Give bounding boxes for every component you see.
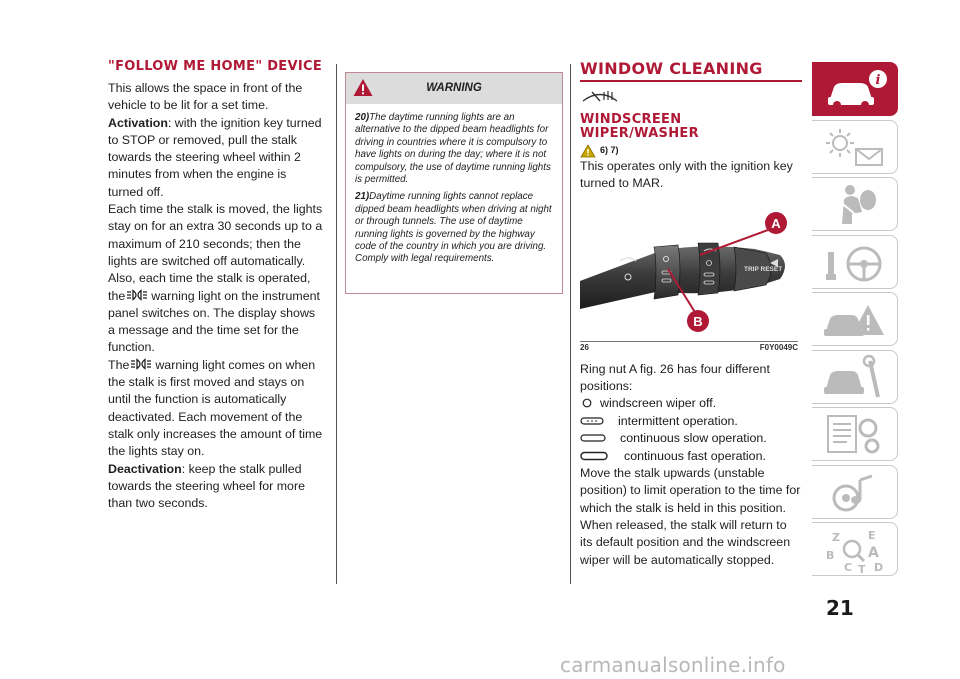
- car-info-icon: [822, 67, 888, 113]
- column-divider-right: [570, 64, 571, 584]
- subheading-wiper-washer: WINDSCREEN WIPER/WASHER: [580, 112, 699, 141]
- follow-me-home-warning-light-icon: [125, 289, 151, 301]
- svg-text:Z: Z: [832, 531, 840, 544]
- wiper-intro: This operates only with the ignition key turned to MAR.: [580, 159, 793, 191]
- follow-me-home-body: [108, 80, 324, 512]
- position-off: [580, 395, 802, 413]
- svg-text:B: B: [826, 549, 835, 562]
- position-text: intermittent operation.: [618, 413, 738, 428]
- section-heading-window-cleaning: WINDOW CLEANING: [580, 59, 763, 78]
- safety-airbag-icon: [822, 182, 888, 228]
- each-time-paragraph: Each time the stalk is moved, the lights stay on for an extra 30 seconds up to a maximum of 210 seconds; then the lights are switched off automatically.: [108, 202, 323, 268]
- the-pre-text: The: [108, 357, 130, 372]
- figure-code: F0Y0049C: [759, 342, 798, 352]
- ring-intro: Ring nut A fig. 26 has four different positions:: [580, 361, 770, 393]
- warning-item: [355, 191, 555, 265]
- figure-number: 26: [580, 342, 589, 352]
- svg-text:T: T: [858, 563, 866, 573]
- tab-multimedia[interactable]: [812, 465, 898, 519]
- also-pre-text: Also, each time the stalk is operated, the: [108, 271, 311, 303]
- wiper-stalk-illustration: [580, 199, 798, 339]
- wiper-fast-icon: [580, 451, 608, 461]
- warning-title: WARNING: [426, 82, 482, 94]
- position-text: windscreen wiper off.: [600, 396, 717, 411]
- heading-rule: [580, 80, 802, 82]
- figure-caption-rule: [580, 341, 798, 342]
- intro-paragraph: This allows the space in front of the vehicle to be lit for a set time.: [108, 81, 303, 113]
- tab-index[interactable]: [812, 522, 898, 576]
- warning-text: The daytime running lights are an alternative to the dipped beam headlights for driving in countries where it is compulsory to have lights on during the day; where it is not compulsory, the use of daytime running lights is permitted.: [355, 112, 551, 186]
- tab-starting-driving[interactable]: [812, 235, 898, 289]
- refs-text: 6) 7): [600, 145, 619, 155]
- svg-text:E: E: [868, 529, 876, 542]
- the-post-text: warning light comes on when the stalk is first moved and stays on until the function is automatically deactivated. Each movement of the stalk only increases the amount of time the lights stay on.: [108, 357, 323, 459]
- tab-safety[interactable]: [812, 177, 898, 231]
- refs-row: [580, 144, 802, 158]
- warning-ref: 20): [355, 112, 370, 123]
- svg-text:A: A: [868, 545, 879, 561]
- tab-instrument-panel[interactable]: [812, 120, 898, 174]
- tab-technical-data[interactable]: [812, 407, 898, 461]
- figure-26: [580, 199, 798, 355]
- tab-knowing-your-car[interactable]: [812, 62, 898, 116]
- starting-driving-icon: [822, 240, 888, 286]
- wiper-off-icon: [582, 398, 592, 408]
- warning-content: [346, 104, 562, 266]
- deactivation-text: : keep the stalk pulled towards the steering wheel for more than two seconds.: [108, 461, 305, 511]
- deactivation-paragraph: [108, 461, 324, 513]
- warning-header: [346, 73, 562, 104]
- emergency-icon: [822, 297, 888, 343]
- follow-me-home-section: [108, 60, 324, 512]
- technical-data-icon: [822, 412, 888, 458]
- multimedia-icon: [822, 470, 888, 516]
- activation-paragraph: [108, 115, 324, 201]
- also-post-text: warning light on the instrument panel switches on. The display shows a message and the time set for the function.: [108, 288, 320, 355]
- also-paragraph: [108, 270, 324, 356]
- warning-item: [355, 112, 555, 186]
- position-fast: [580, 448, 802, 466]
- position-slow: [580, 430, 802, 448]
- wiper-slow-icon: [580, 433, 606, 443]
- move-stalk-paragraph: Move the stalk upwards (unstable position) to limit operation to the time for which the stalk is held in this position. When released, the stalk will return to its default position and the windscreen wiper will be automatically stopped.: [580, 466, 801, 567]
- chapter-sidebar: [812, 62, 898, 580]
- maintenance-icon: [822, 355, 888, 401]
- wiper-symbol-icon: [580, 86, 620, 104]
- warning-text: Daytime running lights cannot replace dipped beam headlights when driving at night or through tunnels. The use of daytime running lights is governed by the highway code of the country in which you are driving. Comply with legal requirements.: [355, 191, 552, 265]
- section-heading-follow-me-home: "FOLLOW ME HOME" DEVICE: [108, 59, 323, 74]
- watermark: carmanualsonline.info: [560, 653, 786, 677]
- figure-label-a: A: [771, 215, 781, 231]
- index-icon: [822, 527, 888, 573]
- warning-lights-icon: [822, 125, 888, 171]
- tab-emergency[interactable]: [812, 292, 898, 346]
- the-paragraph: [108, 357, 324, 461]
- wiper-intermittent-icon: [580, 416, 604, 426]
- column-divider-left: [336, 64, 337, 584]
- figure-label-b: B: [693, 313, 703, 329]
- page-number: 21: [826, 596, 854, 620]
- caution-triangle-icon: [580, 144, 596, 158]
- svg-text:i: i: [875, 73, 881, 88]
- deactivation-label: Deactivation: [108, 461, 182, 476]
- warning-ref: 21): [355, 191, 370, 203]
- follow-me-home-warning-light-icon: [129, 358, 155, 370]
- window-cleaning-section: [580, 60, 802, 569]
- position-text: continuous fast operation.: [624, 448, 766, 463]
- svg-text:C: C: [844, 561, 853, 573]
- svg-text:D: D: [874, 561, 884, 573]
- figure-caption: [580, 343, 798, 355]
- position-text: continuous slow operation.: [620, 431, 767, 446]
- tab-maintenance[interactable]: [812, 350, 898, 404]
- activation-text: : with the ignition key turned to STOP or removed, pull the stalk towards the steering wheel within 2 minutes from when the engine is turned off.: [108, 115, 322, 199]
- activation-label: Activation: [108, 115, 168, 130]
- warning-box: [345, 72, 563, 294]
- trip-reset-label: TRIP RESET: [744, 265, 783, 273]
- position-intermittent: [580, 413, 802, 431]
